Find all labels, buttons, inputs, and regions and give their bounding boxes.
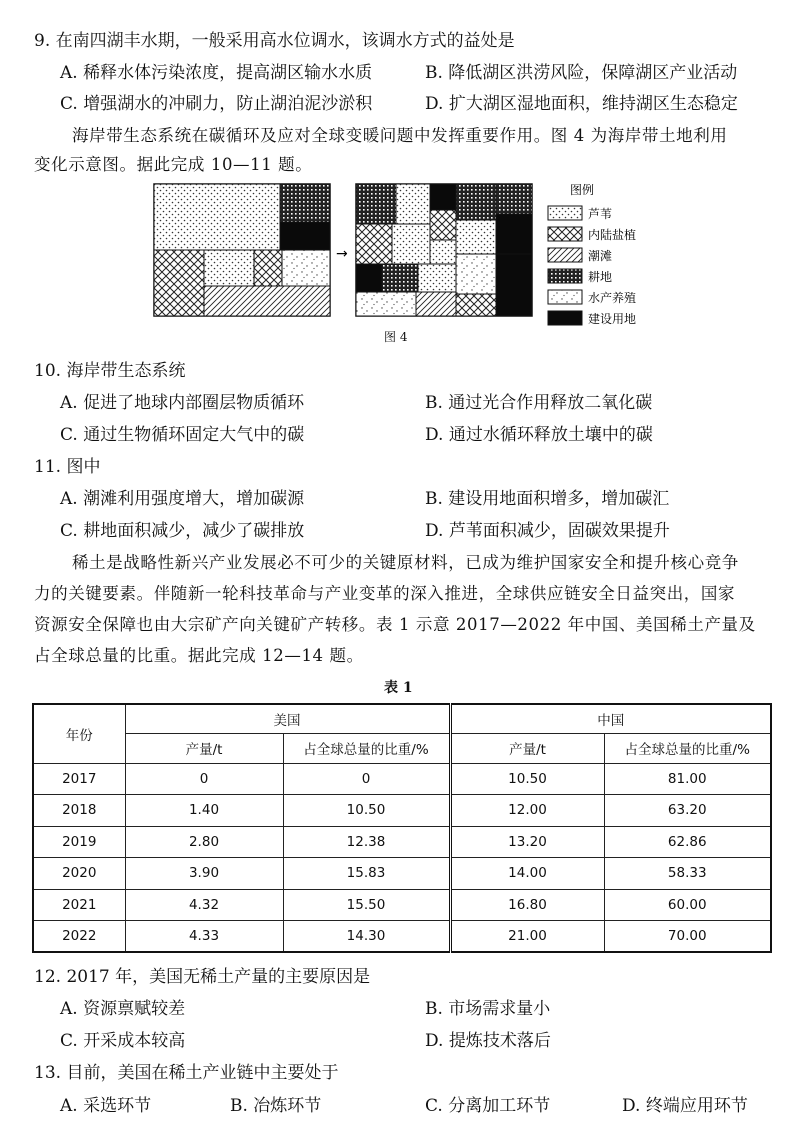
table-row: [33, 826, 771, 858]
q9-option-c: C. 增强湖水的冲刷力，防止湖泊泥沙淤积: [60, 94, 373, 114]
us-header: 美国: [125, 704, 450, 733]
legend-label-salt: 内陆盐植: [588, 228, 637, 242]
legend-swatch-aqua: [548, 290, 582, 304]
cell-cn-share: 62.86: [604, 826, 771, 858]
q13-option-c: C. 分离加工环节: [425, 1096, 551, 1116]
cell-us-prod: 4.33: [125, 921, 283, 953]
q10-stem: 10. 海岸带生态系统: [34, 361, 186, 381]
cell-us-share: 0: [283, 763, 450, 795]
year-header: 年份: [33, 704, 125, 763]
figure-caption: 图 4: [384, 330, 408, 344]
intro1-line1: 海岸带生态系统在碳循环及应对全球变暖问题中发挥重要作用。图 4 为海岸带土地利用: [72, 126, 728, 145]
q11-option-a: A. 潮滩利用强度增大，增加碳源: [60, 489, 305, 509]
q9-option-a: A. 稀释水体污染浓度，提高湖区输水水质: [60, 63, 373, 83]
cell-cn-prod: 14.00: [450, 858, 604, 890]
cell-cn-prod: 10.50: [450, 763, 604, 795]
table-row: [33, 763, 771, 795]
figure-4: [150, 180, 660, 340]
legend-swatch-salt: [548, 227, 582, 241]
cell-us-prod: 0: [125, 763, 283, 795]
cell-us-share: 15.50: [283, 889, 450, 921]
table-row: [33, 921, 771, 953]
cell-us-share: 14.30: [283, 921, 450, 953]
q11-option-d: D. 芦苇面积减少，固碳效果提升: [425, 521, 670, 541]
cell-us-prod: 4.32: [125, 889, 283, 921]
rare-earth-table: [32, 703, 772, 953]
cell-us-share: 12.38: [283, 826, 450, 858]
table-row: [33, 795, 771, 827]
table-caption: 表 1: [384, 680, 413, 696]
cell-us-prod: 2.80: [125, 826, 283, 858]
q12-stem: 12. 2017 年，美国无稀土产量的主要原因是: [34, 967, 371, 987]
map-before: [154, 184, 330, 316]
cell-year: 2021: [33, 889, 125, 921]
intro2-line3: 资源安全保障也由大宗矿产向关键矿产转移。表 1 示意 2017—2022 年中国、美国稀土产量及: [34, 615, 756, 634]
intro2-line1: 稀土是战略性新兴产业发展必不可少的关键原材料，已成为维护国家安全和提升核心竞争: [72, 553, 739, 572]
cell-us-prod: 1.40: [125, 795, 283, 827]
cell-cn-prod: 12.00: [450, 795, 604, 827]
q13-option-a: A. 采选环节: [60, 1096, 152, 1116]
legend-swatch-build: [548, 311, 582, 325]
legend-title: 图例: [570, 183, 595, 197]
q10-option-c: C. 通过生物循环固定大气中的碳: [60, 425, 305, 445]
cn-prod-header: 产量/t: [450, 733, 604, 763]
legend-swatch-tidal: [548, 248, 582, 262]
q11-option-b: B. 建设用地面积增多，增加碳汇: [425, 489, 670, 509]
q10-option-b: B. 通过光合作用释放二氧化碳: [425, 393, 653, 413]
cell-us-share: 15.83: [283, 858, 450, 890]
us-share-header: 占全球总量的比重/%: [283, 733, 450, 763]
cell-year: 2018: [33, 795, 125, 827]
cell-cn-share: 70.00: [604, 921, 771, 953]
q12-option-d: D. 提炼技术落后: [425, 1031, 551, 1051]
cell-year: 2020: [33, 858, 125, 890]
q12-option-a: A. 资源禀赋较差: [60, 999, 186, 1019]
cn-share-header: 占全球总量的比重/%: [604, 733, 771, 763]
cell-year: 2019: [33, 826, 125, 858]
q9-option-d: D. 扩大湖区湿地面积，维持湖区生态稳定: [425, 94, 738, 114]
legend-label-aqua: 水产养殖: [588, 291, 637, 305]
q12-option-c: C. 开采成本较高: [60, 1031, 186, 1051]
cell-cn-prod: 16.80: [450, 889, 604, 921]
cell-year: 2017: [33, 763, 125, 795]
cell-year: 2022: [33, 921, 125, 953]
cell-cn-share: 60.00: [604, 889, 771, 921]
intro2-line4: 占全球总量的比重。据此完成 12—14 题。: [34, 646, 364, 665]
q10-option-d: D. 通过水循环释放土壤中的碳: [425, 425, 653, 445]
q11-stem: 11. 图中: [34, 457, 101, 477]
cell-cn-share: 58.33: [604, 858, 771, 890]
table-row: [33, 858, 771, 890]
legend: [548, 182, 636, 326]
legend-swatch-reed: [548, 206, 582, 220]
q13-option-d: D. 终端应用环节: [622, 1096, 748, 1116]
legend-label-tidal: 潮滩: [588, 249, 613, 263]
cell-us-share: 10.50: [283, 795, 450, 827]
q9-option-b: B. 降低湖区洪涝风险，保障湖区产业活动: [425, 63, 738, 83]
q12-option-b: B. 市场需求量小: [425, 999, 551, 1019]
table-row: [33, 889, 771, 921]
cell-cn-share: 81.00: [604, 763, 771, 795]
q11-option-c: C. 耕地面积减少，减少了碳排放: [60, 521, 305, 541]
intro1-line2: 变化示意图。据此完成 10—11 题。: [34, 155, 313, 174]
legend-label-reed: 芦苇: [588, 207, 613, 221]
legend-label-build: 建设用地: [588, 312, 637, 326]
us-prod-header: 产量/t: [125, 733, 283, 763]
cell-us-prod: 3.90: [125, 858, 283, 890]
intro2-line2: 力的关键要素。伴随新一轮科技革命与产业变革的深入推进，全球供应链安全日益突出，国家: [34, 584, 736, 603]
q9-stem: 9. 在南四湖丰水期，一般采用高水位调水，该调水方式的益处是: [34, 31, 515, 51]
cell-cn-prod: 21.00: [450, 921, 604, 953]
q10-option-a: A. 促进了地球内部圈层物质循环: [60, 393, 305, 413]
legend-swatch-farm: [548, 269, 582, 283]
legend-label-farm: 耕地: [588, 270, 613, 284]
transition-arrow: →: [336, 246, 348, 262]
cn-header: 中国: [450, 704, 771, 733]
map-after: [356, 184, 532, 316]
q13-stem: 13. 目前，美国在稀土产业链中主要处于: [34, 1063, 339, 1083]
q13-option-b: B. 冶炼环节: [230, 1096, 322, 1116]
cell-cn-prod: 13.20: [450, 826, 604, 858]
cell-cn-share: 63.20: [604, 795, 771, 827]
